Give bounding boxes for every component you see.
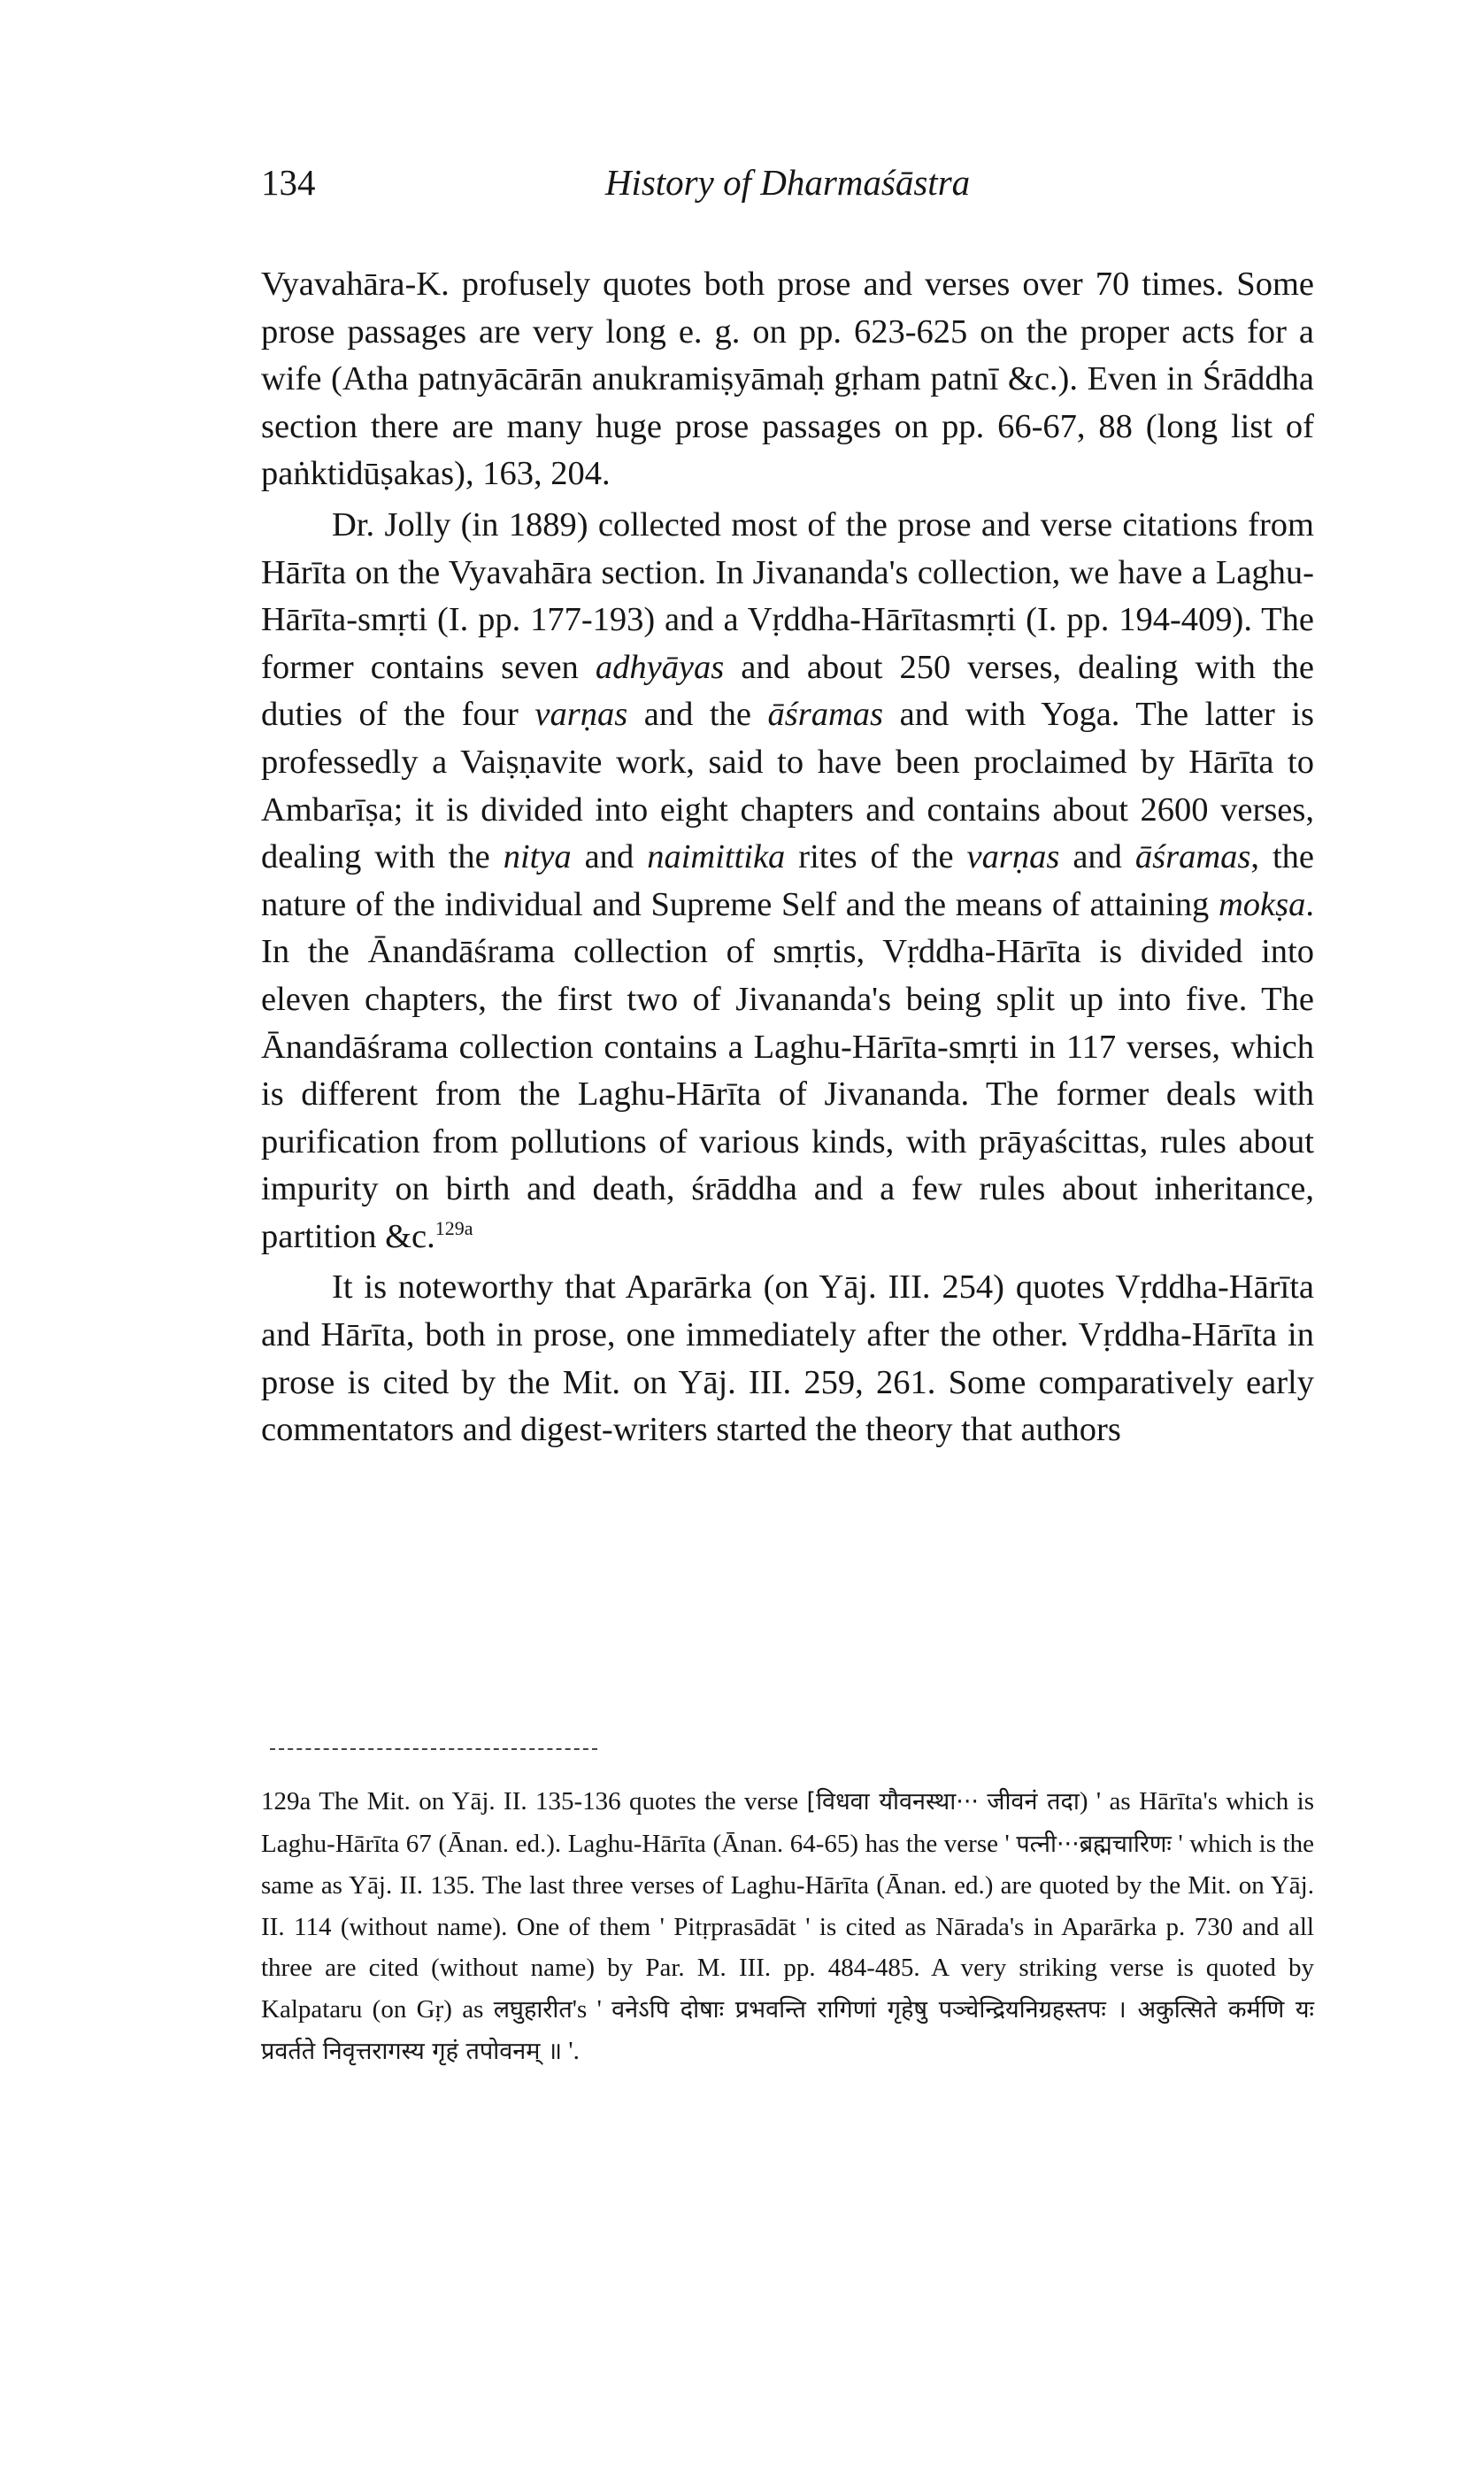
text-run: and about 250 verses, dealing with the duties of the four	[261, 648, 1314, 734]
devanagari-quote: जीवनं तदा	[987, 1788, 1080, 1816]
paragraph-1: Vyavahāra-K. profusely quotes both prose and verses over 70 times. Some prose passages are very long e. g. on pp. 623-625 on the proper acts for a wife (Atha patnyācārān anukramiṣyāmaḥ gṛham patnī &c.). Even in Śrāddha section there are many huge prose passages on pp. 66-67, 88 (long list of paṅktidūṣakas), 163, 204.	[261, 266, 1314, 493]
footnote	[261, 1781, 1314, 2073]
italic-term: adhyāyas	[595, 648, 725, 686]
devanagari-quote: लघुहारीत	[493, 1995, 573, 2024]
italic-term: āśramas	[1134, 838, 1251, 876]
footnote-text: ' which is the same as Yāj. II. 135. The last three verses of Laghu-Hārīta (Ānan. ed.) are quoted by the Mit. on Yāj. II. 114 (without name). One of them ' Pitṛprasādāt ' is cited as Nārada's in Aparārka p. 730 and all three are cited (without name) by Par. M. III. pp. 484-485. A very striking verse is quoted by Kalpataru (on Gṛ) as	[261, 1829, 1314, 2024]
paragraph-2	[261, 502, 1314, 1261]
text-run: and with Yoga. The latter is professedly a Vaiṣṇavite work, said to have been proclaimed by Hārīta to Ambarīṣa; it is divided into eight chapters and contains about 2600 verses, dealing with the	[261, 696, 1314, 876]
footnote-label: 129a	[261, 1787, 311, 1816]
text-run: and	[1059, 838, 1135, 876]
footnote-text: '.	[562, 2037, 580, 2065]
text-run: and	[571, 838, 648, 876]
paragraph-3: It is noteworthy that Aparārka (on Yāj. III. 254) quotes Vṛddha-Hārīta and Hārīta, both in prose, one immediately after the other. Vṛddha-Hārīta in prose is cited by the Mit. on Yāj. III. 259, 261. Some comparatively early commentators and digest-writers started the theory that authors	[261, 1268, 1314, 1449]
devanagari-quote: पत्नी···ब्रह्मचारिणः	[1016, 1830, 1172, 1858]
text-run: and the	[627, 696, 768, 734]
footnote-text: The Mit. on Yāj. II. 135-136 quotes the verse	[311, 1787, 807, 1816]
italic-term: āśramas	[767, 696, 884, 734]
page-number: 134	[261, 162, 316, 203]
italic-term: varṇas	[966, 838, 1060, 876]
italic-term: nitya	[503, 838, 572, 876]
text-run: , the nature of the individual and Supreme Self and the means of attaining	[261, 838, 1315, 923]
footnote-text	[979, 1787, 987, 1816]
footnote-text: ) ' as Hārīta's which is Laghu-Hārīta 67 (Ānan. ed.). Laghu-Hārīta (Ānan. 64-65) has the verse '	[261, 1787, 1315, 1858]
italic-term: mokṣa	[1219, 885, 1306, 923]
text-run: rites of the	[785, 838, 967, 876]
page-header	[261, 161, 1314, 214]
text-run: Dr. Jolly (in 1889) collected most of the prose and verse citations from Hārīta on the Vyavahāra section. In Jivananda's collection, we have a Laghu-Hārīta-smṛti (I. pp. 177-193) and a Vṛddha-Hārītasmṛti (I. pp. 194-409). The former contains seven	[261, 505, 1314, 686]
devanagari-quote: वनेऽपि दोषाः प्रभवन्ति रागिणां गृहेषु पञ्चेन्द्रियनिग्रहस्तपः । अकुत्सिते कर्मणि यः प्रवर्तते निवृत्तरागस्य गृहं तपोवनम् ॥	[261, 1995, 1314, 2065]
italic-term: naimittika	[647, 838, 786, 876]
footnote-reference: 129a	[434, 1217, 473, 1240]
italic-term: varṇas	[534, 696, 628, 734]
footnote-divider	[270, 1748, 597, 1750]
devanagari-quote: [विधवा यौवनस्था···	[806, 1788, 980, 1816]
footnote-text: 's '	[572, 1994, 612, 2024]
running-title: History of Dharmaśāstra	[604, 162, 971, 203]
text-run: . In the Ānandāśrama collection of smṛtis, Vṛddha-Hārīta is divided into eleven chapters, the first two of Jivananda's being split up into five. The Ānandāśrama collection contains a Laghu-Hārīta-smṛti in 117 verses, which is different from the Laghu-Hārīta of Jivananda. The former deals with purification from pollutions of various kinds, with prāyaścittas, rules about impurity on birth and death, śrāddha and a few rules about inheritance, partition &c.	[261, 885, 1314, 1255]
main-text	[261, 261, 1314, 1454]
